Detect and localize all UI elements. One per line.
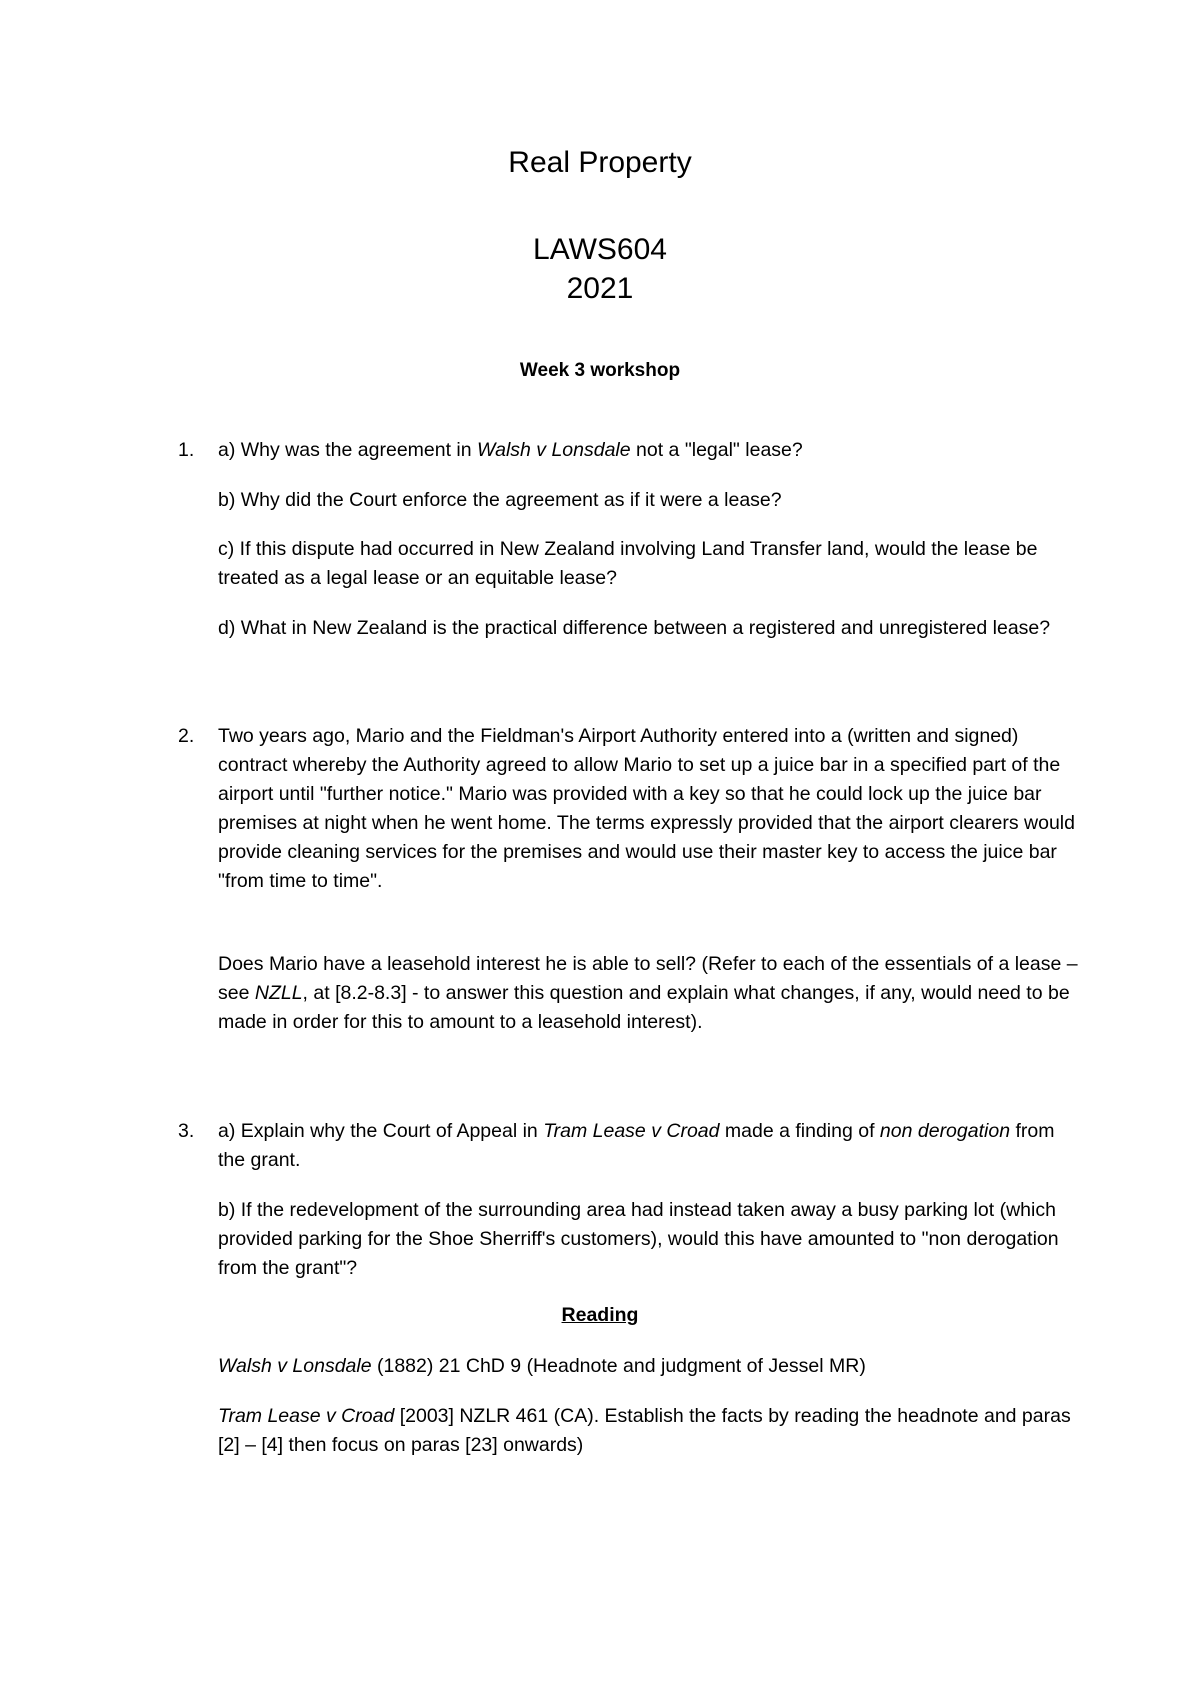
reading-heading: Reading (561, 1304, 639, 1326)
course-code: LAWS604 (533, 233, 667, 266)
reading-item: Walsh v Lonsdale (1882) 21 ChD 9 (Headnote and judgment of Jessel MR) (218, 1355, 866, 1377)
case-name: Tram Lease v Croad (543, 1120, 720, 1142)
question-2-scenario: Two years ago, Mario and the Fieldman's Airport Authority entered into a (written and signed) contract whereby the Authority agreed to allow Mario to set up a juice bar in a specified part of the airport until "further notice." Mario was provided with a key so that he could lock up the juice bar premises at night when he went home. The terms expressly provided that the airport clearers would provide cleaning services for the premises and would use their master key to access the juice bar "from time to time". (218, 725, 1075, 892)
question-3-number: 3. (178, 1120, 195, 1142)
question-3a: a) Explain why the Court of Appeal in Tram Lease v Croad made a finding of non derogation from the grant. (218, 1120, 1055, 1171)
question-1d: d) What in New Zealand is the practical difference between a registered and unregistered lease? (218, 617, 1051, 639)
course-year: 2021 (566, 272, 634, 305)
source-name: NZLL (254, 982, 303, 1004)
question-1b: b) Why did the Court enforce the agreement as if it were a lease? (218, 489, 782, 511)
question-1a: a) Why was the agreement in Walsh v Lonsdale not a "legal" lease? (218, 439, 803, 461)
question-1-number: 1. (178, 439, 195, 461)
legal-term: non derogation (879, 1120, 1011, 1142)
question-2-number: 2. (178, 725, 195, 747)
question-2-question: Does Mario have a leasehold interest he is able to sell? (Refer to each of the essentials of a lease – see NZLL, at [8.2-8.3] - to answer this question and explain what changes, if any, would need to be made in order for this to amount to a leasehold interest). (218, 953, 1078, 1033)
case-name: Walsh v Lonsdale (218, 1355, 372, 1377)
reading-item: Tram Lease v Croad [2003] NZLR 461 (CA). Establish the facts by reading the headnote and paras [2] – [4] then focus on paras [23] onwards) (218, 1405, 1071, 1456)
question-3b: b) If the redevelopment of the surrounding area had instead taken away a busy parking lot (which provided parking for the Shoe Sherriff's customers), would this have amounted to "non derogation from the grant"? (218, 1199, 1059, 1279)
question-1c: c) If this dispute had occurred in New Zealand involving Land Transfer land, would the lease be treated as a legal lease or an equitable lease? (218, 538, 1038, 589)
workshop-heading: Week 3 workshop (519, 360, 681, 381)
case-name: Walsh v Lonsdale (477, 439, 631, 461)
document-title: Real Property (508, 146, 692, 179)
case-name: Tram Lease v Croad (218, 1405, 395, 1427)
